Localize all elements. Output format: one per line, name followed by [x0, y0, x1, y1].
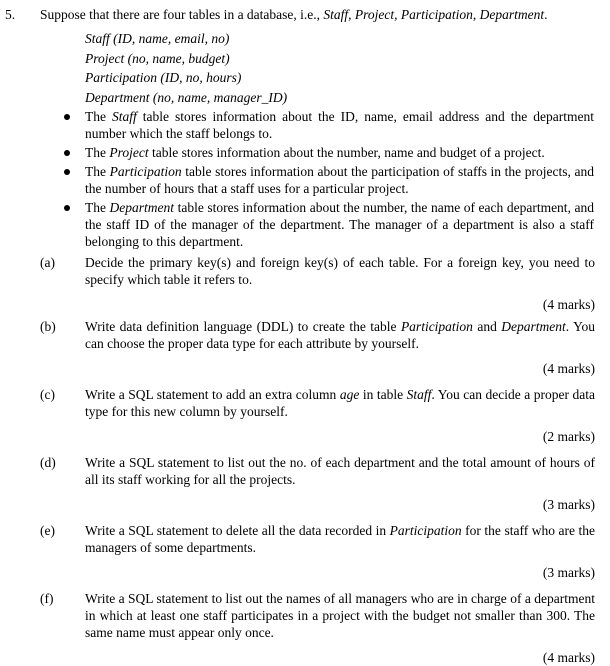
part-label: (b) [40, 319, 56, 334]
bullet-project: The Project table stores information about the number, name and budget of a project. [62, 144, 594, 161]
bullet-dot-icon [64, 205, 70, 211]
part-e [40, 522, 595, 581]
schema-participation: Participation (ID, no, hours) [85, 70, 242, 85]
part-marks: (4 marks) [542, 650, 595, 665]
part-text: Decide the primary key(s) and foreign key(s) of each table. For a foreign key, you need to specify which table it refers to. [85, 255, 595, 287]
part-b [40, 318, 595, 377]
part-a [40, 254, 595, 313]
bullet-participation: The Participation table stores information about the participation of staffs in the projects, and the number of hours that a staff uses for a particular project. [62, 163, 594, 197]
part-text: Write a SQL statement to add an extra column age in table Staff. You can decide a proper data type for this new column by yourself. [85, 387, 595, 419]
part-marks: (2 marks) [542, 429, 595, 444]
part-f [40, 590, 595, 666]
part-text: Write a SQL statement to list out the no. of each department and the total amount of hours of all its staff working for all the projects. [85, 455, 595, 487]
question-number: 5. [5, 7, 16, 22]
intro-table-names: Staff, Project, Participation, Department [323, 7, 545, 22]
part-marks: (3 marks) [542, 565, 595, 580]
bullet-dot-icon [64, 150, 70, 156]
table-descriptions [62, 108, 594, 252]
schema-list [85, 30, 287, 108]
bullet-dot-icon [64, 114, 70, 120]
schema-staff: Staff (ID, name, email, no) [85, 31, 230, 46]
part-label: (f) [40, 591, 54, 606]
part-text: Write a SQL statement to list out the names of all managers who are in charge of a department in which at least one staff participates in a project with the budget not smaller than 300. The same name must appear only once. [85, 591, 595, 640]
schema-project: Project (no, name, budget) [85, 50, 230, 66]
part-label: (a) [40, 255, 55, 270]
part-text: Write a SQL statement to delete all the data recorded in Participation for the staff who are the managers of some departments. [85, 523, 595, 555]
bullet-dot-icon [64, 169, 70, 175]
part-d [40, 454, 595, 513]
part-text: Write data definition language (DDL) to create the table Participation and Department. You can choose the proper data type for each attribute by yourself. [85, 319, 595, 351]
part-marks: (3 marks) [542, 497, 595, 512]
bullet-staff: The Staff table stores information about the ID, name, email address and the department number which the staff belongs to. [62, 108, 594, 142]
part-label: (c) [40, 387, 55, 402]
part-label: (e) [40, 523, 55, 538]
bullet-department: The Department table stores information about the number, the name of each department, and the staff ID of the manager of the department. The manager of a department is also a staff belonging to this department. [62, 199, 594, 250]
part-marks: (4 marks) [542, 297, 595, 312]
schema-department: Department (no, name, manager_ID) [85, 89, 288, 105]
part-label: (d) [40, 455, 56, 470]
part-marks: (4 marks) [542, 361, 595, 376]
question-intro: Suppose that there are four tables in a database, i.e., Staff, Project, Participation, Department. [40, 7, 548, 22]
part-c [40, 386, 595, 445]
